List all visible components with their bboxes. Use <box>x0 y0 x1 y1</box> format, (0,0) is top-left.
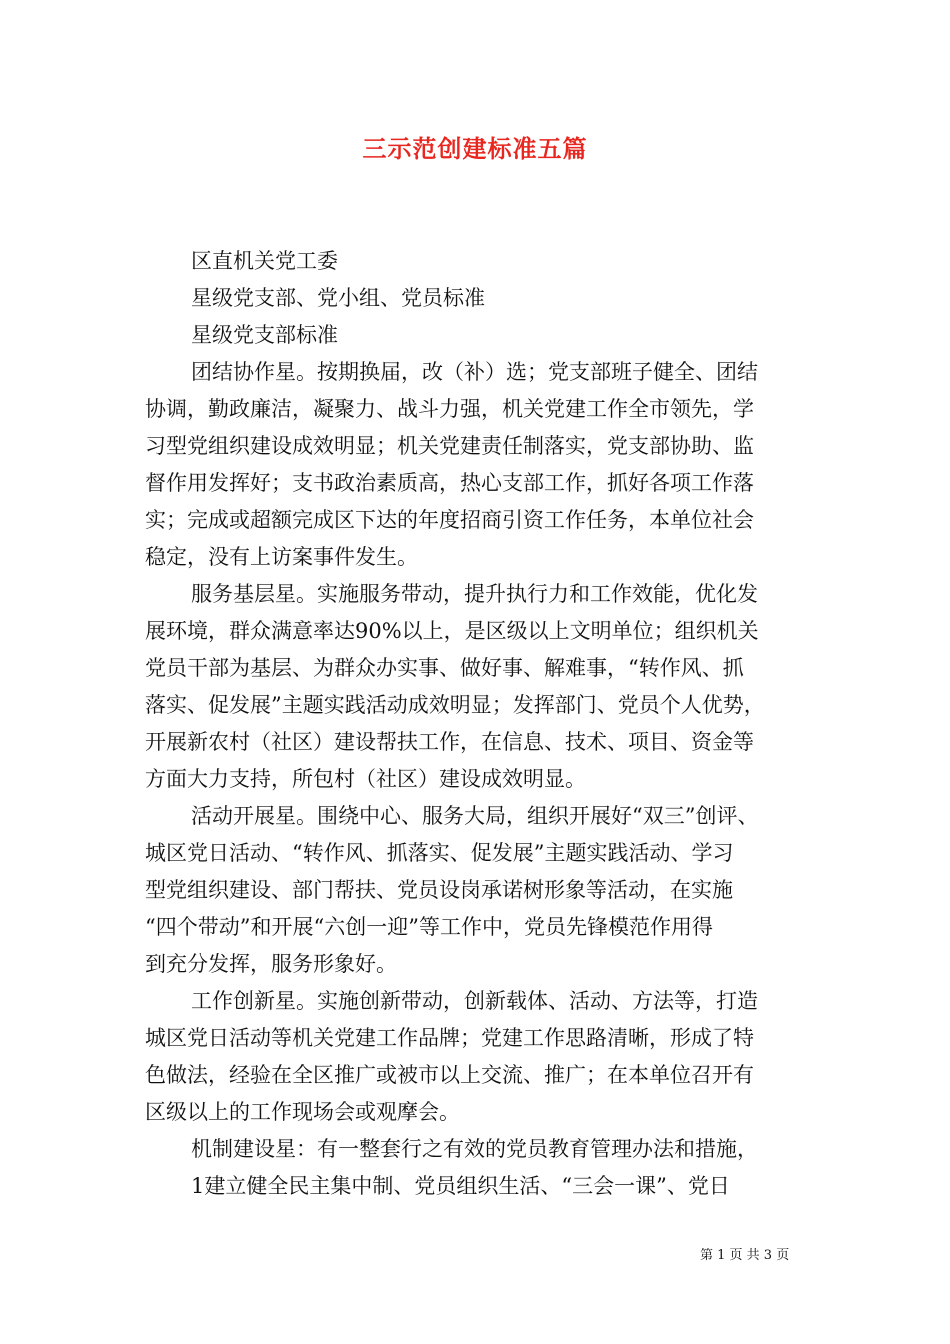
body-line: 星级党支部标准 <box>191 323 338 347</box>
paragraph-start: 机制建设星：有一整套行之有效的党员教育管理办法和措施， <box>191 1137 758 1161</box>
body-line: 城区党日活动、“转作风、抓落实、促发展”主题实践活动、学习 <box>145 841 734 865</box>
body-line: 稳定，没有上访案事件发生。 <box>145 545 418 569</box>
paragraph-start: 1建立健全民主集中制、党员组织生活、“三会一课”、党日 <box>191 1174 730 1198</box>
body-line: 方面大力支持，所包村（社区）建设成效明显。 <box>145 767 586 791</box>
page-number: 第 1 页 共 3 页 <box>700 1248 790 1263</box>
body-line: 区直机关党工委 <box>191 249 338 273</box>
document-body <box>145 243 825 1205</box>
body-line: 开展新农村（社区）建设帮扶工作，在信息、技术、项目、资金等 <box>145 730 754 754</box>
body-line: 督作用发挥好；支书政治素质高，热心支部工作，抓好各项工作落 <box>145 471 754 495</box>
body-line: 习型党组织建设成效明显；机关党建责任制落实，党支部协助、监 <box>145 434 754 458</box>
paragraph-start: 服务基层星。实施服务带动，提升执行力和工作效能，优化发 <box>191 582 758 606</box>
body-line: 星级党支部、党小组、党员标准 <box>191 286 485 310</box>
body-line: 到充分发挥，服务形象好。 <box>145 952 397 976</box>
body-line: 党员干部为基层、为群众办实事、做好事、解难事，“转作风、抓 <box>145 656 744 680</box>
paragraph-start: 团结协作星。按期换届，改（补）选；党支部班子健全、团结 <box>191 360 758 384</box>
body-line: 展环境，群众满意率达90%以上，是区级以上文明单位；组织机关 <box>145 619 759 643</box>
document-title: 三示范创建标准五篇 <box>362 134 588 163</box>
paragraph-start: 活动开展星。围绕中心、服务大局，组织开展好“双三”创评、 <box>191 804 759 828</box>
body-line: 实；完成或超额完成区下达的年度招商引资工作任务，本单位社会 <box>145 508 754 532</box>
body-line: “四个带动”和开展“六创一迎”等工作中，党员先锋模范作用得 <box>145 915 713 939</box>
body-line: 协调，勤政廉洁，凝聚力、战斗力强，机关党建工作全市领先，学 <box>145 397 754 421</box>
body-line: 色做法，经验在全区推广或被市以上交流、推广；在本单位召开有 <box>145 1063 754 1087</box>
body-line: 落实、促发展”主题实践活动成效明显；发挥部门、党员个人优势， <box>145 693 765 717</box>
paragraph-start: 工作创新星。实施创新带动，创新载体、活动、方法等，打造 <box>191 989 758 1013</box>
body-line: 区级以上的工作现场会或观摩会。 <box>145 1100 460 1124</box>
body-line: 型党组织建设、部门帮扶、党员设岗承诺树形象等活动，在实施 <box>145 878 733 902</box>
body-line: 城区党日活动等机关党建工作品牌；党建工作思路清晰，形成了特 <box>145 1026 754 1050</box>
